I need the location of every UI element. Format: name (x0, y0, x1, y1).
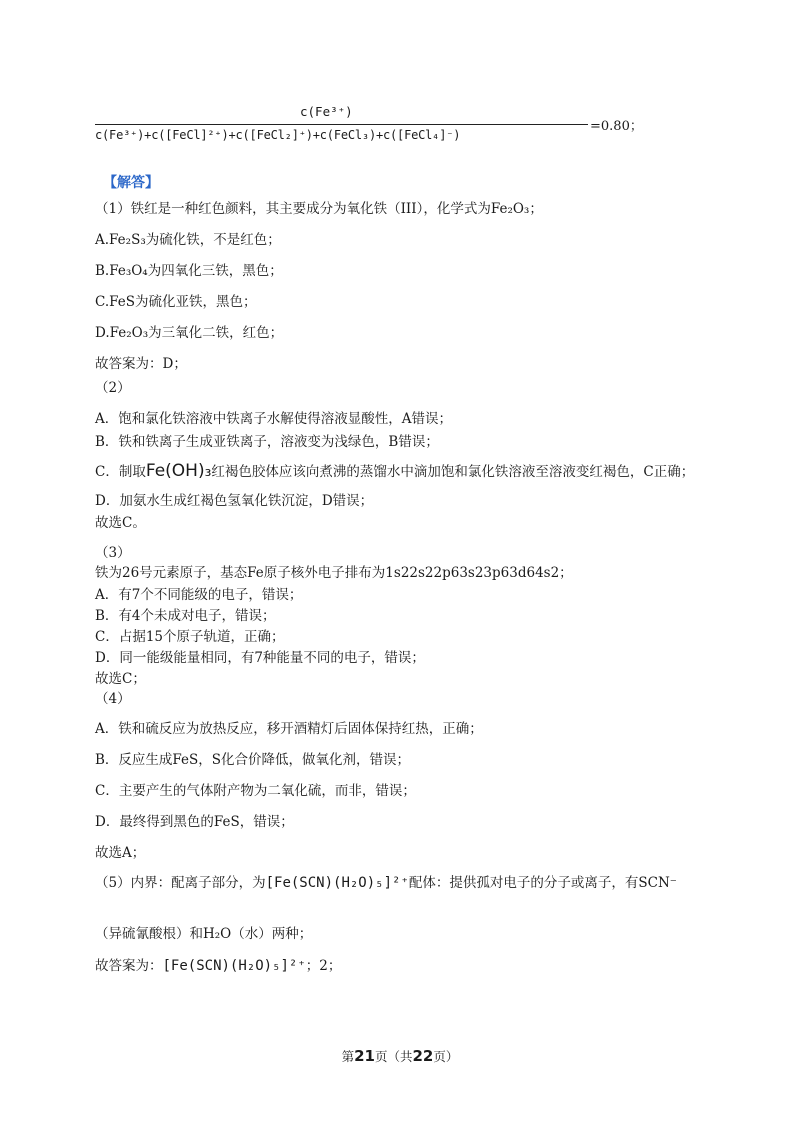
part5-intro (95, 874, 677, 892)
part4-option-b: B．反应生成FeS，S化合价降低，做氧化剂，错误； (95, 752, 411, 768)
part4-option-c: C．主要产生的气体附产物为二氧化硫，而非，错误； (95, 783, 416, 799)
part2-option-d: D．加氨水生成红褐色氢氧化铁沉淀，D错误； (95, 493, 374, 509)
fraction-result: =0.80； (590, 119, 643, 134)
part1-option-b: B.Fe₃O₄为四氧化三铁，黑色； (95, 263, 283, 279)
part2-option-a: A．饱和氯化铁溶液中铁离子水解使得溶液显酸性，A错误； (95, 411, 452, 427)
part4-option-a: A．铁和硫反应为放热反应，移开酒精灯后固体保持红热，正确； (95, 721, 483, 737)
fe-oh3-formula: Fe(OH)₃ (145, 461, 212, 481)
option-c-prefix: C．制取 (95, 464, 146, 480)
option-c-rest: 红褐色胶体应该向煮沸的蒸馏水中滴加饱和氯化铁溶液至溶液变红褐色，C正确； (211, 464, 695, 480)
part4-answer: 故选A； (95, 845, 146, 861)
part3-answer: 故选C； (95, 671, 146, 687)
jieda-label: 【解答】 (103, 175, 159, 191)
part5-ligands: （异硫氰酸根）和H₂O（水）两种； (95, 926, 313, 942)
part1-option-d: D.Fe₂O₃为三氧化二铁，红色； (95, 325, 284, 341)
part5-answer (95, 957, 341, 975)
part5-prefix: （5）内界：配离子部分，为 (95, 875, 266, 891)
footer-prefix: 第 (341, 1049, 355, 1064)
part3-option-d: D．同一能级能量相同，有7种能量不同的电子，错误； (95, 650, 425, 666)
part3-heading: （3） (95, 545, 131, 561)
fraction-bar (95, 124, 588, 125)
answer-complex-ion: [Fe(SCN)(H₂O)₅]²⁺ (162, 958, 306, 974)
part5-rest: 配体：提供孤对电子的分子或离子，有SCN⁻ (408, 875, 677, 891)
part4-option-d: D．最终得到黑色的FeS，错误； (95, 814, 294, 830)
part1-answer: 故答案为：D； (95, 356, 187, 372)
footer-mid: 页（共 (374, 1049, 413, 1064)
part2-option-b: B．铁和铁离子生成亚铁离子，溶液变为浅绿色，B错误； (95, 434, 439, 450)
part3-intro: 铁为26号元素原子，基态Fe原子核外电子排布为1s22s22p63s23p63d64s2； (95, 565, 573, 581)
footer-total-pages: 22 (412, 1047, 434, 1065)
part2-answer: 故选C。 (95, 515, 146, 531)
footer-suffix: 页） (433, 1049, 459, 1064)
complex-ion-formula: [Fe(SCN)(H₂O)₅]²⁺ (265, 875, 409, 891)
fraction-numerator: c(Fe³⁺) (300, 104, 353, 119)
part2-option-c (95, 462, 694, 481)
footer-page-number: 21 (354, 1047, 375, 1065)
part1-option-a: A.Fe₂S₃为硫化铁，不是红色； (95, 232, 281, 248)
answer-tail: ；2； (305, 958, 342, 974)
answer-prefix: 故答案为： (95, 958, 163, 974)
part1-option-c: C.FeS为硫化亚铁，黑色； (95, 294, 257, 310)
fraction-denominator: c(Fe³⁺)+c([FeCl]²⁺)+c([FeCl₂]⁺)+c(FeCl₃)+c([FeCl₄]⁻) (95, 128, 461, 142)
part3-option-a: A．有7个不同能级的电子，错误； (95, 587, 303, 603)
part2-heading: （2） (95, 380, 131, 396)
page-footer (0, 1047, 800, 1065)
part1-intro: （1）铁红是一种红色颜料，其主要成分为氧化铁（III），化学式为Fe₂O₃； (95, 201, 543, 217)
part4-heading: （4） (95, 691, 131, 707)
part3-option-c: C．占据15个原子轨道，正确； (95, 629, 285, 645)
part3-option-b: B．有4个未成对电子，错误； (95, 608, 276, 624)
